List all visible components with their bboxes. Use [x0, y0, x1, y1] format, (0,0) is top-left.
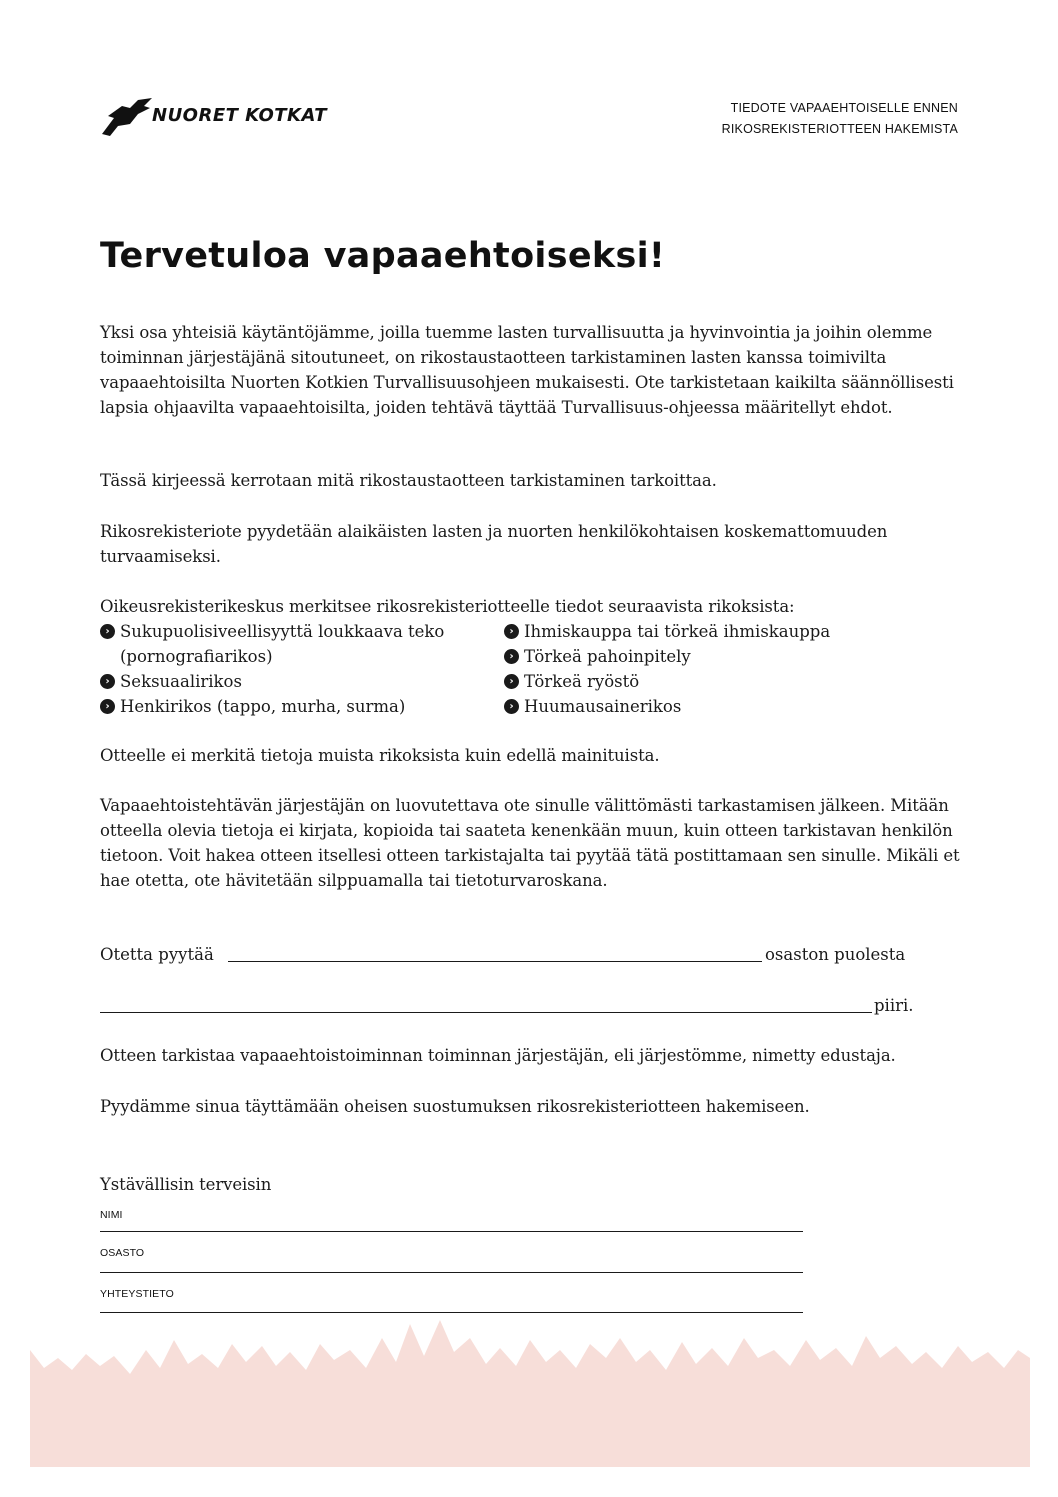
branch-label: OSASTO	[100, 1247, 145, 1259]
request-row	[100, 942, 214, 967]
chevron-right-icon: ›	[100, 699, 115, 714]
list-item-text: Henkirikos (tappo, murha, surma)	[120, 697, 406, 716]
chevron-right-icon: ›	[504, 649, 519, 664]
request-prefix: Otetta pyytää	[100, 945, 214, 964]
request-suffix: osaston puolesta	[765, 945, 906, 964]
list-item	[504, 644, 924, 669]
page-title: Tervetuloa vapaaehtoiseksi!	[100, 236, 666, 276]
list-item	[504, 669, 924, 694]
nuoret-kotkat-logo	[100, 96, 327, 138]
branch-line[interactable]	[100, 1272, 803, 1273]
list-item-text: Seksuaalirikos	[120, 672, 242, 691]
checker-paragraph: Otteen tarkistaa vapaaehtoistoiminnan toiminnan järjestäjän, eli järjestömme, nimetty edustaja.	[100, 1046, 896, 1065]
list-item-text-continued: (pornografiarikos)	[120, 647, 273, 666]
document-type-line: TIEDOTE VAPAAEHTOISELLE ENNEN	[730, 101, 958, 115]
no-other-paragraph: Otteelle ei merkitä tietoja muista rikoksista kuin edellä mainituista.	[100, 746, 660, 765]
name-label: NIMI	[100, 1209, 123, 1221]
list-item	[100, 619, 500, 669]
document-type-line: RIKOSREKISTERIOTTEEN HAKEMISTA	[721, 122, 958, 136]
handover-paragraph: Vapaaehtoistehtävän järjestäjän on luovutettava ote sinulle välittömästi tarkastamisen jälkeen. Mitään otteella olevia tietoja ei kirjata, kopioida tai saateta kenenkään muun, kuin otteen tarkistavan henkilön tietoon. Voit hakea otteen itsellesi otteen tarkistajalta tai pyytää tätä postittamaan sen sinulle. Mikäli et hae otetta, ote hävitetään silppuamalla tai tietoturvaroskana.	[100, 796, 960, 890]
branch-fill-line[interactable]	[228, 944, 762, 962]
forest-decoration	[0, 1310, 1058, 1497]
chevron-right-icon: ›	[504, 699, 519, 714]
list-item-text: Sukupuolisiveellisyyttä loukkaava teko	[120, 622, 445, 641]
crime-list-right	[504, 619, 924, 719]
list-item-text: Ihmiskauppa tai törkeä ihmiskauppa	[524, 622, 831, 641]
chevron-right-icon: ›	[504, 624, 519, 639]
name-line[interactable]	[100, 1231, 803, 1232]
list-item	[100, 694, 500, 719]
district-fill-line[interactable]	[100, 995, 872, 1013]
list-item-text: Törkeä ryöstö	[524, 672, 640, 691]
eagle-icon	[100, 96, 154, 138]
intro-paragraph: Yksi osa yhteisiä käytäntöjämme, joilla tuemme lasten turvallisuutta ja hyvinvointia ja joihin olemme toiminnan järjestäjänä sitoutuneet, on rikostaustaotteen tarkistaminen lasten kanssa toimivilta vapaaehtoisilta Nuorten Kotkien Turvallisuusohjeen mukaisesti. Ote tarkistetaan kaikilta säännöllisesti lapsia ohjaavilta vapaaehtoisilta, joiden tehtävä täyttää Turvallisuus-ohjeessa määritellyt ehdot.	[100, 323, 954, 417]
list-item	[100, 669, 500, 694]
consent-paragraph: Pyydämme sinua täyttämään oheisen suostumuksen rikosrekisteriotteen hakemiseen.	[100, 1097, 810, 1116]
chevron-right-icon: ›	[100, 674, 115, 689]
reason-paragraph: Rikosrekisteriote pyydetään alaikäisten lasten ja nuorten henkilökohtaisen koskemattomuuden turvaamiseksi.	[100, 522, 888, 566]
list-item	[504, 694, 924, 719]
district-suffix-row	[874, 993, 914, 1018]
list-item-text: Törkeä pahoinpitely	[524, 647, 691, 666]
list-item	[504, 619, 924, 644]
chevron-right-icon: ›	[504, 674, 519, 689]
crime-list-left	[100, 619, 500, 719]
contact-label: YHTEYSTIETO	[100, 1288, 174, 1300]
chevron-right-icon: ›	[100, 624, 115, 639]
logo-text: NUORET KOTKAT	[152, 105, 327, 126]
purpose-paragraph: Tässä kirjeessä kerrotaan mitä rikostaustaotteen tarkistaminen tarkoittaa.	[100, 471, 717, 490]
district-suffix: piiri.	[874, 996, 914, 1015]
crimes-intro: Oikeusrekisterikeskus merkitsee rikosrekisteriotteelle tiedot seuraavista rikoksista:	[100, 597, 795, 616]
request-suffix-row	[765, 942, 905, 967]
greeting: Ystävällisin terveisin	[100, 1175, 272, 1194]
document-type	[722, 98, 958, 140]
list-item-text: Huumausainerikos	[524, 697, 682, 716]
crime-list	[100, 619, 960, 719]
